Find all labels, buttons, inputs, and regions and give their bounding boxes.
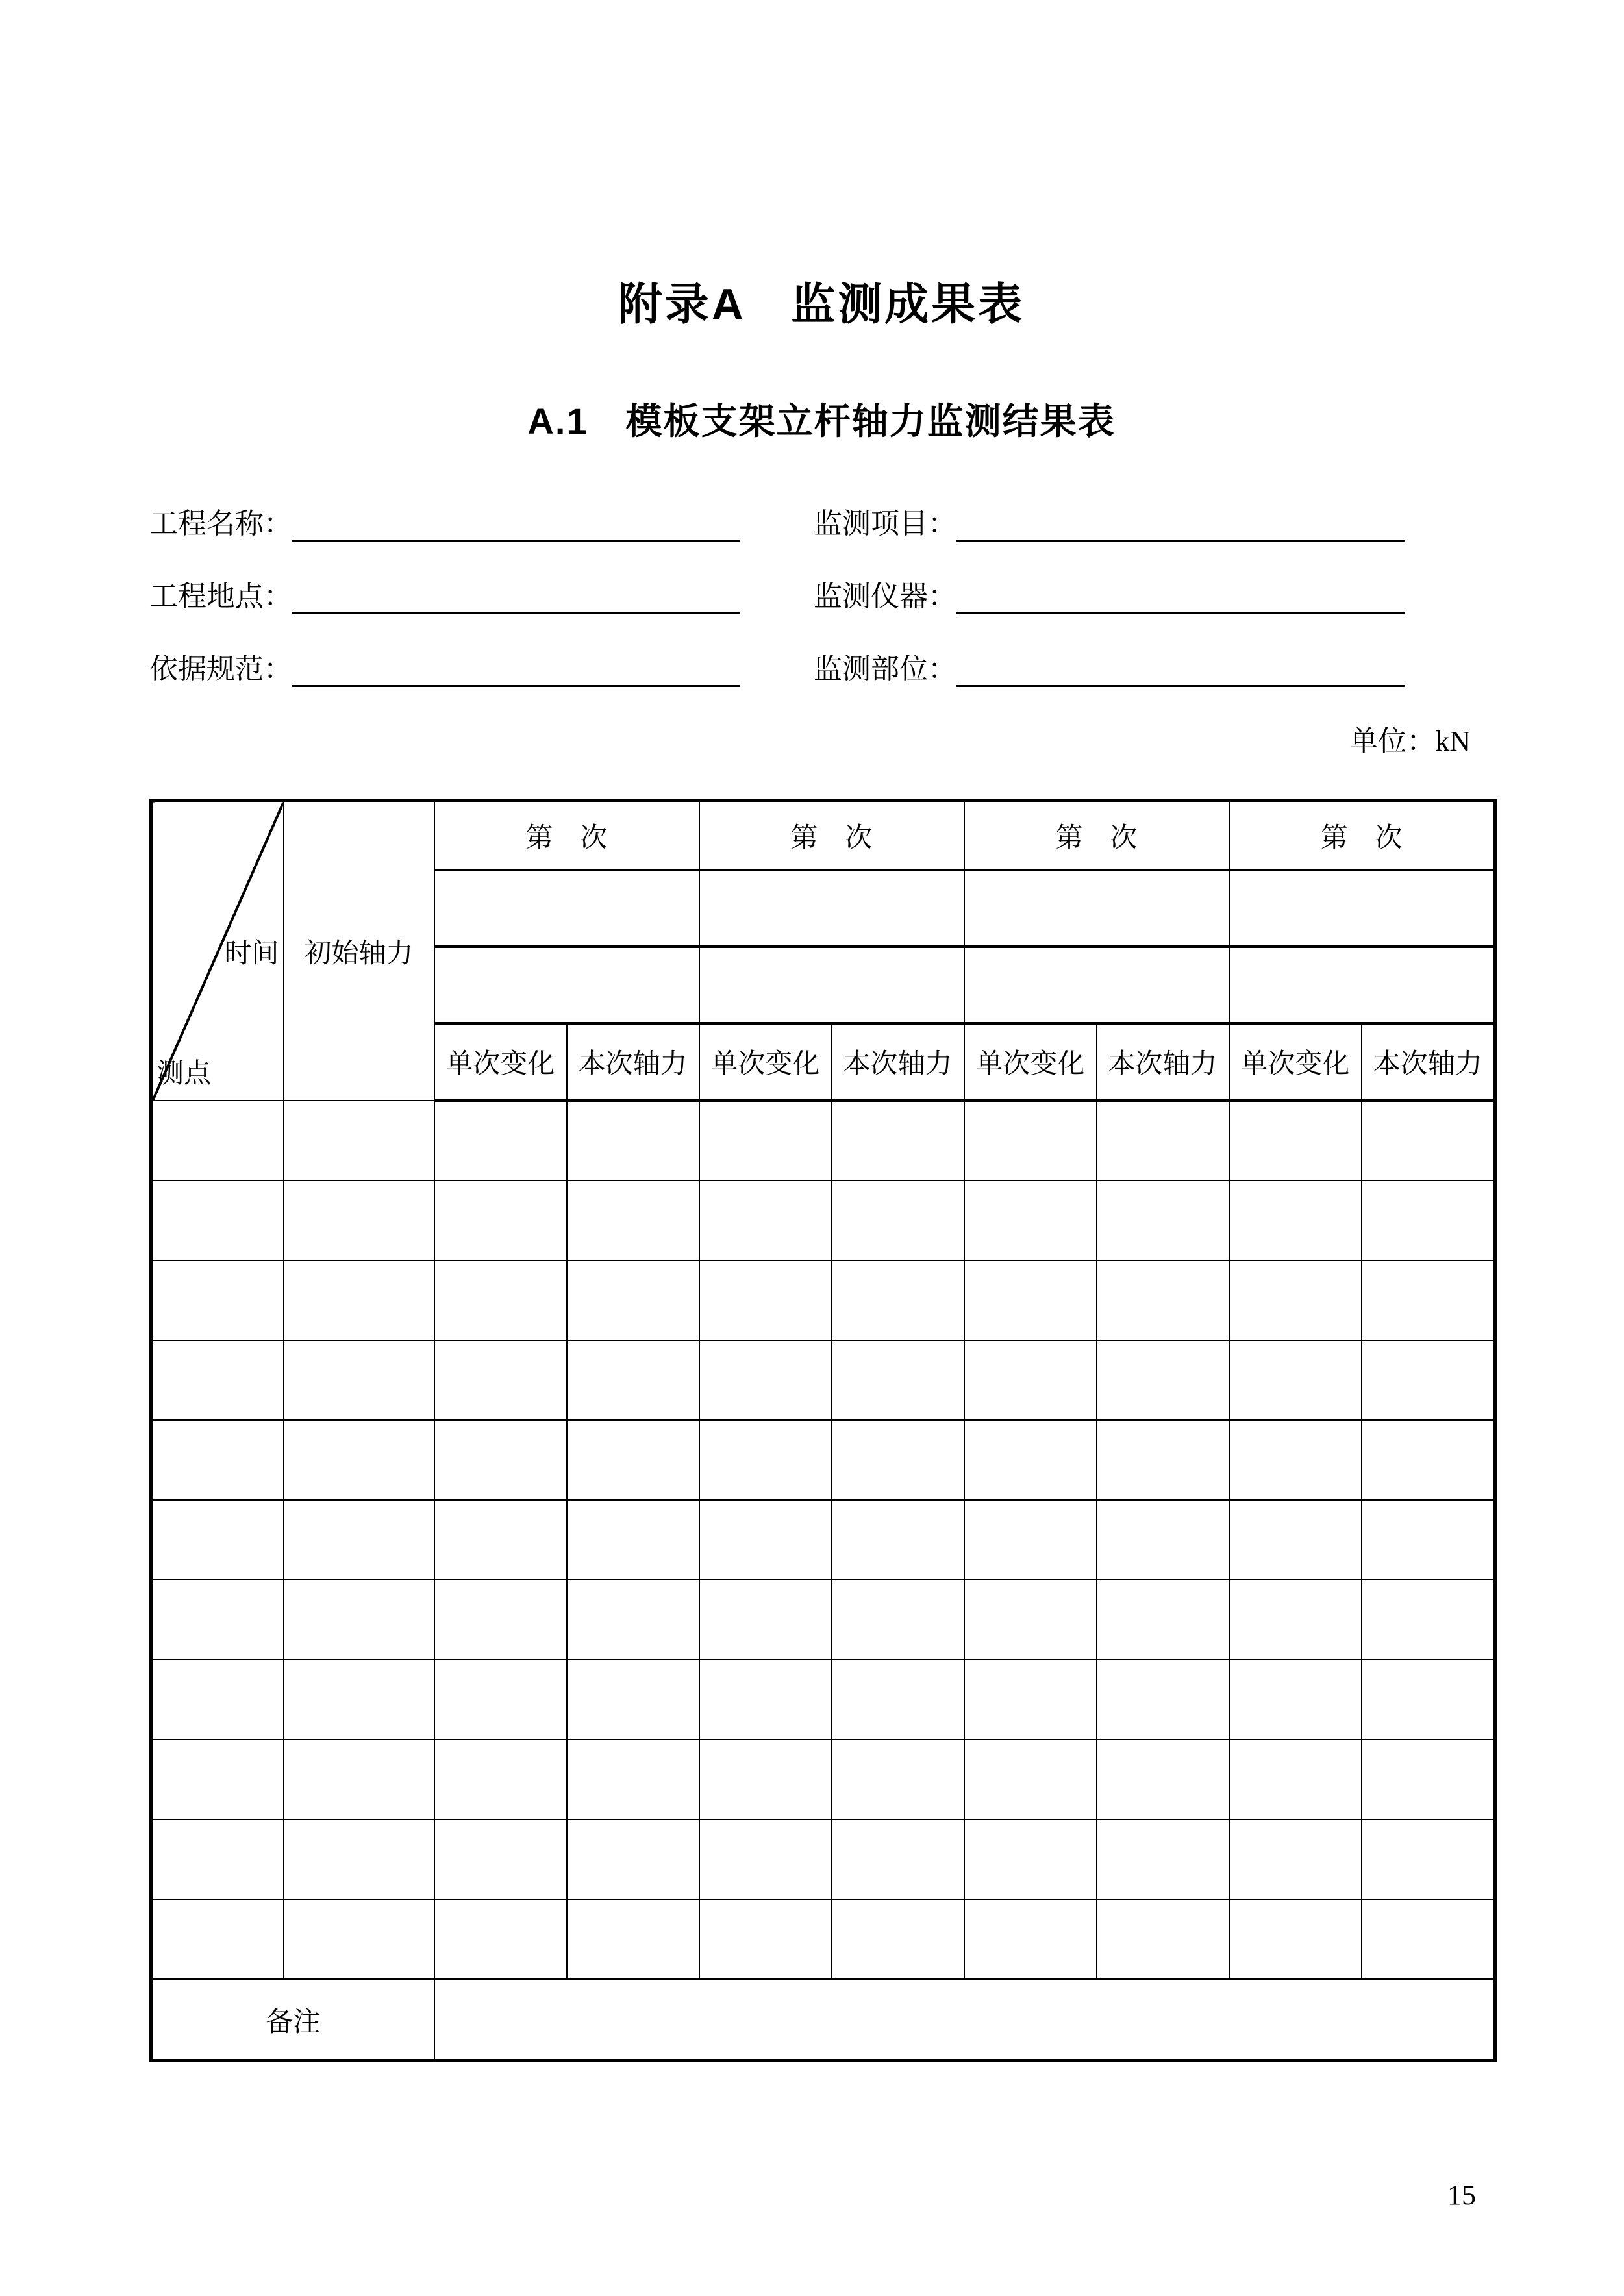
table-cell — [434, 1101, 567, 1180]
table-cell — [699, 1420, 832, 1500]
table-cell — [1097, 1260, 1229, 1340]
field-label: 工程名称： — [149, 508, 292, 540]
table-cell — [284, 1740, 434, 1819]
table-cell — [284, 1580, 434, 1660]
table-cell — [1362, 1819, 1495, 1899]
field-label: 监测仪器： — [814, 580, 956, 613]
table-cell — [434, 1740, 567, 1819]
header-form — [149, 469, 1493, 687]
header-single-change: 单次变化 — [699, 1023, 832, 1101]
corner-cell — [151, 801, 284, 1101]
field-label: 监测部位： — [814, 653, 956, 686]
blank-underline — [956, 650, 1405, 687]
table-cell — [1097, 1420, 1229, 1500]
header-date-cell — [1229, 947, 1495, 1023]
table-cell — [1229, 1660, 1362, 1740]
table-cell — [1229, 1500, 1362, 1580]
table-cell — [284, 1180, 434, 1260]
table-cell — [832, 1101, 964, 1180]
table-cell — [1362, 1340, 1495, 1420]
table-cell — [1362, 1101, 1495, 1180]
table-cell — [1362, 1580, 1495, 1660]
table-cell — [1362, 1500, 1495, 1580]
blank-underline — [956, 577, 1405, 614]
table-cell — [832, 1500, 964, 1580]
table-cell — [699, 1500, 832, 1580]
table-row — [151, 1420, 1495, 1500]
table-cell — [151, 1899, 284, 1979]
page-number: 15 — [1447, 2179, 1476, 2211]
table-cell — [964, 1260, 1097, 1340]
table-cell — [1362, 1420, 1495, 1500]
header-measurement-group-1: 第 次 — [434, 801, 699, 870]
remarks-row — [151, 1979, 1495, 2061]
table-cell — [434, 1899, 567, 1979]
unit-note: 单位：kN — [1349, 725, 1470, 758]
table-row — [151, 1660, 1495, 1740]
remarks-label-cell: 备注 — [151, 1979, 434, 2061]
table-cell — [964, 1740, 1097, 1819]
table-cell — [699, 1819, 832, 1899]
table-cell — [1097, 1340, 1229, 1420]
table-cell — [284, 1101, 434, 1180]
form-field-monitoring-instrument — [814, 542, 1493, 614]
header-date-cell — [699, 947, 964, 1023]
table-cell — [1229, 1740, 1362, 1819]
table-cell — [699, 1740, 832, 1819]
table-cell — [699, 1260, 832, 1340]
table-cell — [567, 1819, 699, 1899]
table-cell — [1097, 1899, 1229, 1979]
table-row — [151, 1260, 1495, 1340]
corner-label-time: 时间 — [224, 938, 279, 969]
table-row — [151, 1819, 1495, 1899]
table-cell — [832, 1660, 964, 1740]
table-cell — [964, 1819, 1097, 1899]
table-cell — [151, 1260, 284, 1340]
table-row — [151, 1740, 1495, 1819]
header-current-axial: 本次轴力 — [832, 1023, 964, 1101]
table-cell — [434, 1340, 567, 1420]
table-cell — [1362, 1740, 1495, 1819]
field-label: 监测项目： — [814, 508, 956, 540]
table-row — [151, 1340, 1495, 1420]
table-cell — [699, 1660, 832, 1740]
table-cell — [434, 1580, 567, 1660]
header-date-cell — [1229, 870, 1495, 947]
table-cell — [151, 1580, 284, 1660]
appendix-title: 附录A 监测成果表 — [618, 280, 1025, 329]
table-cell — [567, 1420, 699, 1500]
table-cell — [1362, 1260, 1495, 1340]
table-cell — [1229, 1580, 1362, 1660]
table-cell — [1097, 1740, 1229, 1819]
table-cell — [567, 1340, 699, 1420]
table-cell — [434, 1500, 567, 1580]
table-cell — [284, 1660, 434, 1740]
table-cell — [964, 1899, 1097, 1979]
table-cell — [699, 1580, 832, 1660]
header-measurement-group-2: 第 次 — [699, 801, 964, 870]
header-measurement-group-3: 第 次 — [964, 801, 1229, 870]
table-cell — [151, 1101, 284, 1180]
field-label: 工程地点： — [149, 580, 292, 613]
table-cell — [284, 1500, 434, 1580]
table-cell — [1229, 1101, 1362, 1180]
table-cell — [151, 1819, 284, 1899]
table-cell — [1229, 1420, 1362, 1500]
table-cell — [1229, 1340, 1362, 1420]
table-cell — [434, 1260, 567, 1340]
table-cell — [284, 1340, 434, 1420]
table-cell — [434, 1819, 567, 1899]
header-current-axial: 本次轴力 — [1097, 1023, 1229, 1101]
table-cell — [964, 1340, 1097, 1420]
table-cell — [151, 1420, 284, 1500]
monitoring-table — [149, 799, 1497, 2062]
header-single-change: 单次变化 — [964, 1023, 1097, 1101]
form-field-reference-standard — [149, 614, 814, 687]
table-cell — [1097, 1500, 1229, 1580]
table-cell — [151, 1660, 284, 1740]
header-current-axial: 本次轴力 — [567, 1023, 699, 1101]
header-date-cell — [964, 947, 1229, 1023]
table-cell — [1097, 1180, 1229, 1260]
table-cell — [1362, 1660, 1495, 1740]
table-row — [151, 1899, 1495, 1979]
corner-label-point: 测点 — [156, 1058, 212, 1089]
table-cell — [832, 1580, 964, 1660]
table-cell — [434, 1660, 567, 1740]
header-date-cell — [699, 870, 964, 947]
table-cell — [1229, 1260, 1362, 1340]
table-cell — [964, 1580, 1097, 1660]
table-cell — [1097, 1819, 1229, 1899]
table-cell — [284, 1420, 434, 1500]
table-cell — [1362, 1899, 1495, 1979]
table-cell — [284, 1899, 434, 1979]
header-single-change: 单次变化 — [434, 1023, 567, 1101]
table-cell — [151, 1500, 284, 1580]
header-date-cell — [964, 870, 1229, 947]
table-cell — [699, 1180, 832, 1260]
table-cell — [567, 1101, 699, 1180]
form-field-monitoring-part — [814, 614, 1493, 687]
table-cell — [1097, 1580, 1229, 1660]
table-cell — [964, 1101, 1097, 1180]
header-measurement-group-4: 第 次 — [1229, 801, 1495, 870]
table-cell — [1097, 1660, 1229, 1740]
table-cell — [832, 1420, 964, 1500]
blank-underline — [292, 650, 740, 687]
form-field-project-location — [149, 542, 814, 614]
table-cell — [1362, 1180, 1495, 1260]
header-row-group — [151, 801, 1495, 870]
table-cell — [964, 1180, 1097, 1260]
section-title: A.1 模板支架立杆轴力监测结果表 — [527, 401, 1116, 442]
table-cell — [1229, 1899, 1362, 1979]
table-cell — [832, 1899, 964, 1979]
table-cell — [284, 1819, 434, 1899]
table-cell — [284, 1260, 434, 1340]
header-date-cell — [434, 870, 699, 947]
table-row — [151, 1101, 1495, 1180]
header-current-axial: 本次轴力 — [1362, 1023, 1495, 1101]
table-cell — [151, 1340, 284, 1420]
table-cell — [151, 1740, 284, 1819]
remarks-value-cell — [434, 1979, 1495, 2061]
table-cell — [832, 1819, 964, 1899]
table-cell — [964, 1420, 1097, 1500]
table-cell — [832, 1340, 964, 1420]
header-single-change: 单次变化 — [1229, 1023, 1362, 1101]
table-cell — [832, 1740, 964, 1819]
blank-underline — [292, 505, 740, 542]
table-cell — [832, 1260, 964, 1340]
table-cell — [567, 1180, 699, 1260]
table-cell — [434, 1180, 567, 1260]
table-cell — [1229, 1819, 1362, 1899]
table-cell — [151, 1180, 284, 1260]
table-cell — [567, 1260, 699, 1340]
header-date-cell — [434, 947, 699, 1023]
table-cell — [699, 1101, 832, 1180]
table-cell — [434, 1420, 567, 1500]
blank-underline — [956, 505, 1405, 542]
table-cell — [699, 1899, 832, 1979]
form-field-monitoring-item — [814, 469, 1493, 542]
table-cell — [567, 1740, 699, 1819]
table-cell — [699, 1340, 832, 1420]
form-field-project-name — [149, 469, 814, 542]
table-cell — [567, 1899, 699, 1979]
header-initial-axial-force: 初始轴力 — [284, 801, 434, 1101]
table-row — [151, 1180, 1495, 1260]
field-label: 依据规范： — [149, 653, 292, 686]
table-cell — [964, 1500, 1097, 1580]
table-row — [151, 1580, 1495, 1660]
table-cell — [567, 1660, 699, 1740]
table-cell — [567, 1580, 699, 1660]
table-row — [151, 1500, 1495, 1580]
table-cell — [832, 1180, 964, 1260]
table-cell — [567, 1500, 699, 1580]
table-cell — [1229, 1180, 1362, 1260]
table-cell — [964, 1660, 1097, 1740]
table-cell — [1097, 1101, 1229, 1180]
blank-underline — [292, 577, 740, 614]
